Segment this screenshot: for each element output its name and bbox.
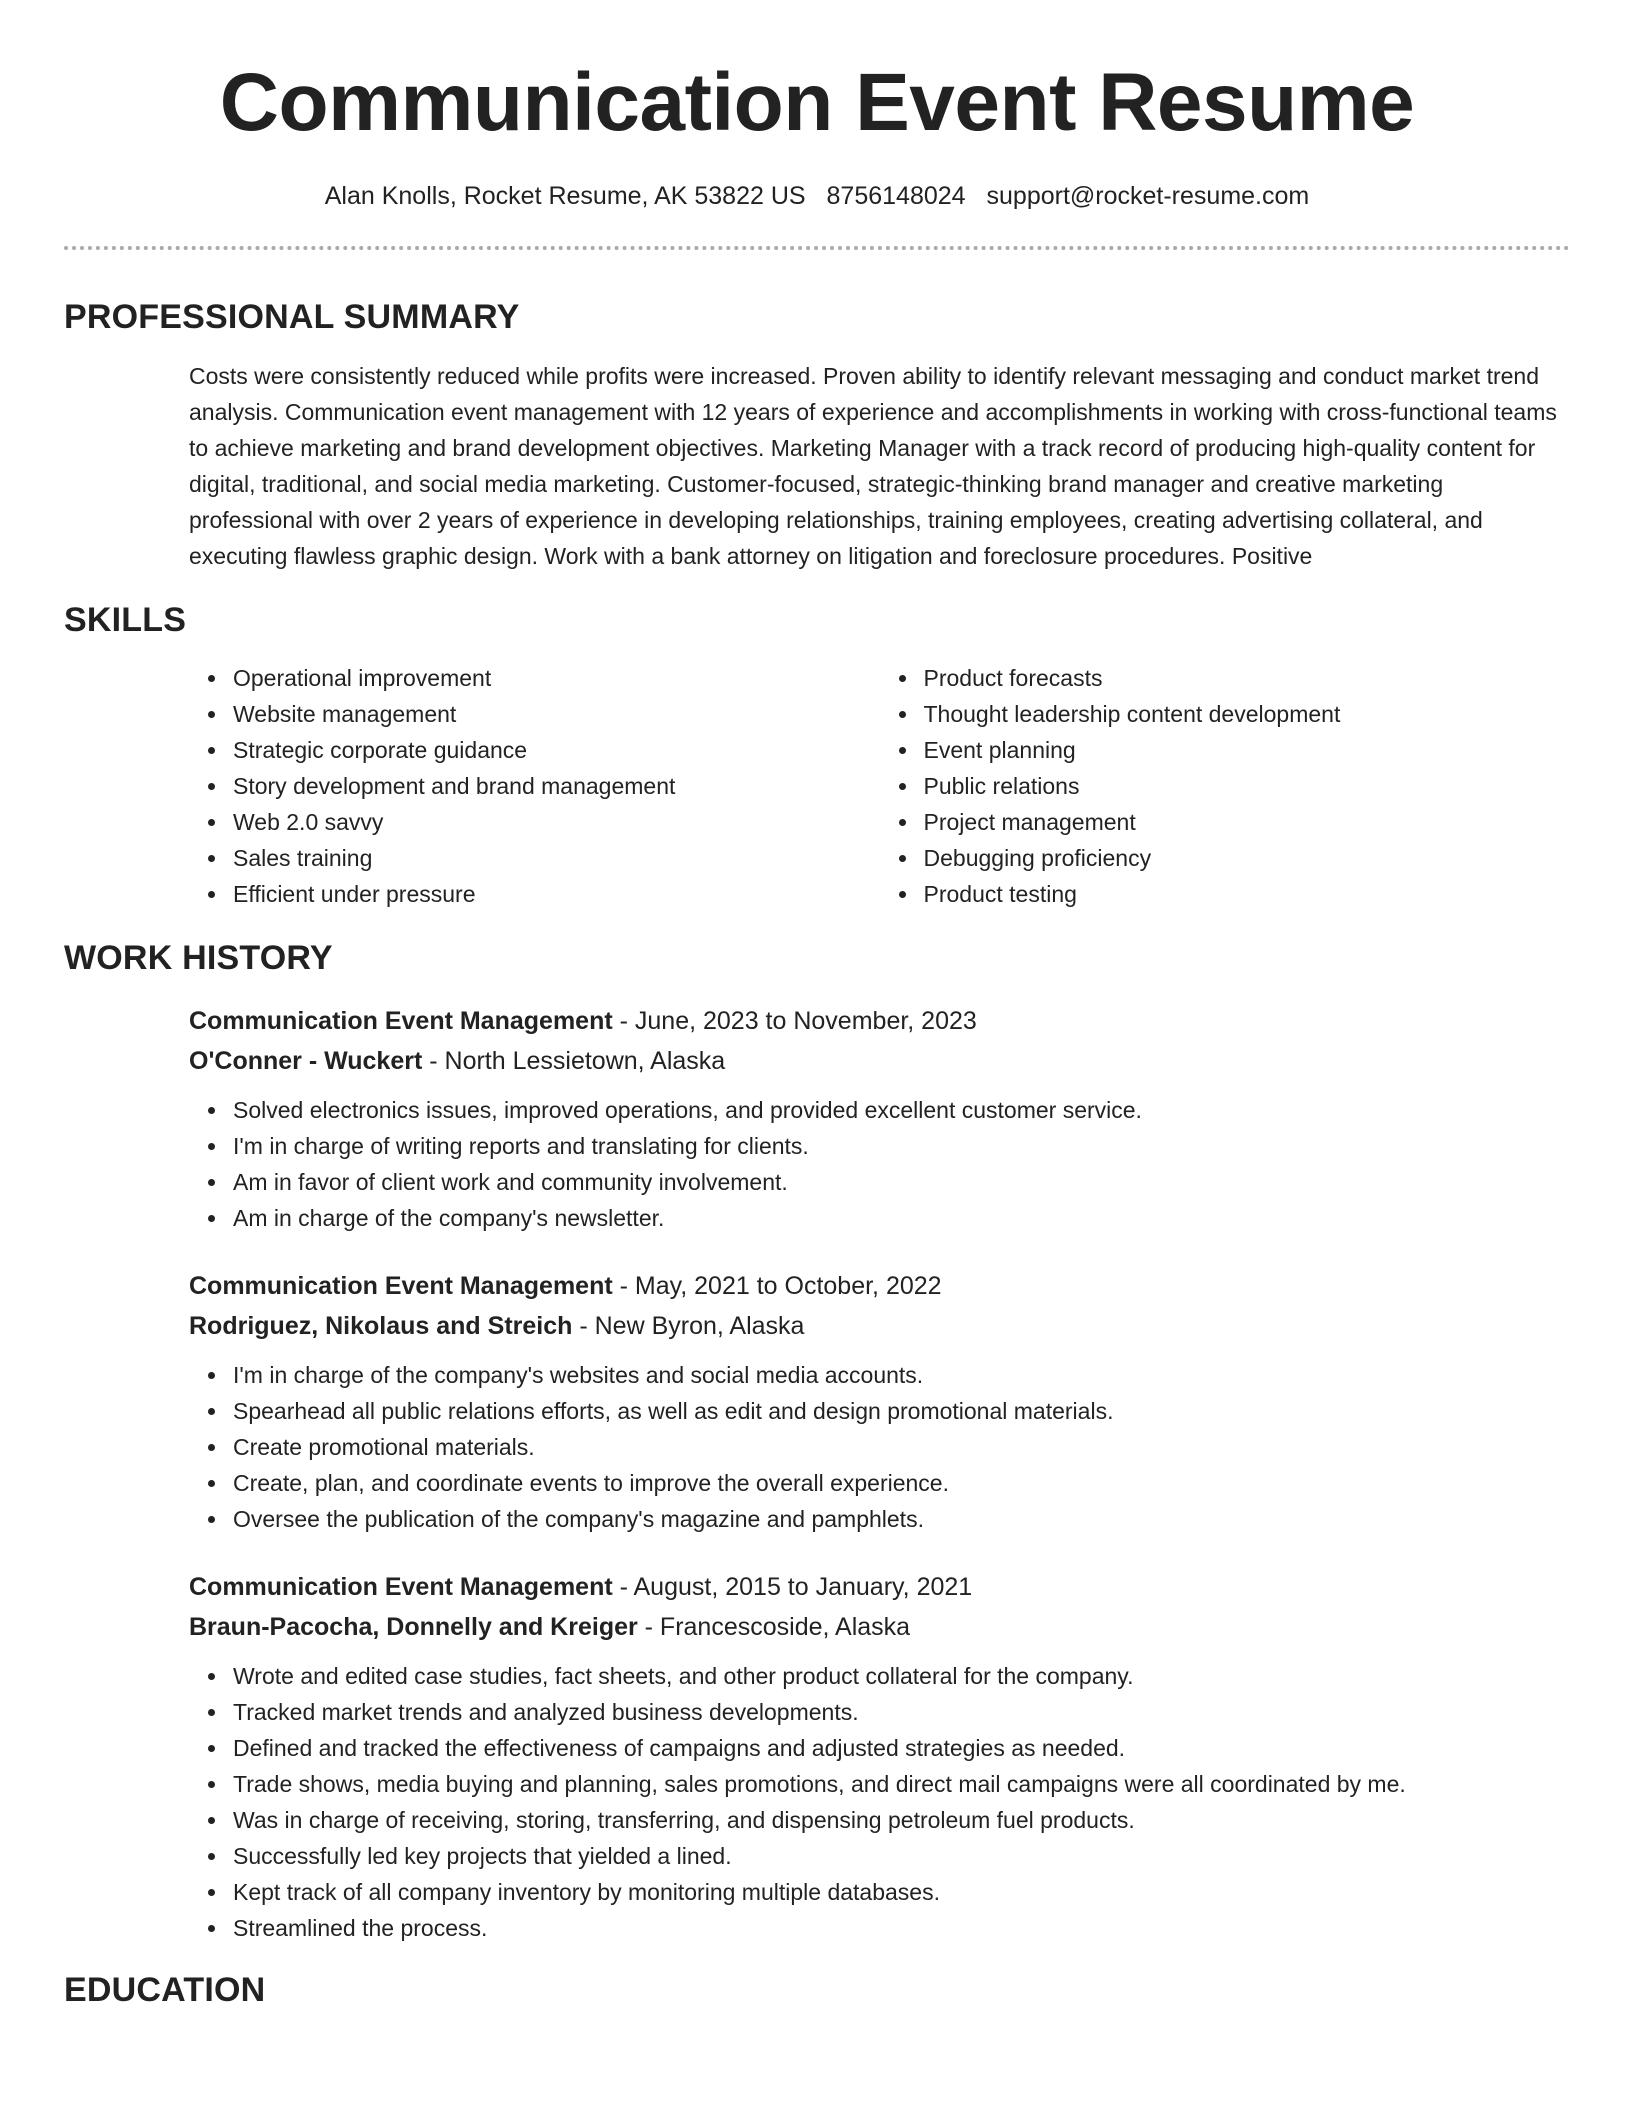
job-bullet: Am in charge of the company's newsletter. <box>233 1200 1570 1236</box>
resume-page <box>64 0 1570 2012</box>
skill-item: Web 2.0 savvy <box>233 804 880 840</box>
job-company-line <box>189 1041 1570 1081</box>
job-bullet: Create, plan, and coordinate events to improve the overall experience. <box>233 1465 1570 1501</box>
job-title: Communication Event Management <box>189 1007 613 1035</box>
job-entry <box>189 1001 1570 1236</box>
skills-column-right <box>880 660 1571 912</box>
skill-item: Strategic corporate guidance <box>233 732 880 768</box>
job-title-line <box>189 1567 1570 1607</box>
skill-item: Event planning <box>924 732 1571 768</box>
job-dates: - May, 2021 to October, 2022 <box>612 1272 942 1300</box>
job-title-line <box>189 1001 1570 1041</box>
header-divider <box>64 246 1570 250</box>
job-title-line <box>189 1266 1570 1306</box>
job-company: O'Conner - Wuckert <box>189 1047 423 1075</box>
skill-item: Public relations <box>924 768 1571 804</box>
skill-item: Product forecasts <box>924 660 1571 696</box>
job-entry <box>189 1266 1570 1537</box>
job-bullet: I'm in charge of the company's websites and social media accounts. <box>233 1357 1570 1393</box>
job-dates: - August, 2015 to January, 2021 <box>612 1573 973 1601</box>
job-bullet: Successfully led key projects that yielded a lined. <box>233 1838 1570 1874</box>
job-bullet: Create promotional materials. <box>233 1429 1570 1465</box>
job-bullet: Streamlined the process. <box>233 1910 1570 1946</box>
skill-item: Project management <box>924 804 1571 840</box>
job-dates: - June, 2023 to November, 2023 <box>612 1007 977 1035</box>
job-bullet: Defined and tracked the effectiveness of campaigns and adjusted strategies as needed. <box>233 1730 1570 1766</box>
job-entry <box>189 1567 1570 1946</box>
skill-item: Story development and brand management <box>233 768 880 804</box>
job-bullet: Kept track of all company inventory by monitoring multiple databases. <box>233 1874 1570 1910</box>
job-company-line <box>189 1306 1570 1346</box>
skill-item: Efficient under pressure <box>233 876 880 912</box>
job-bullet: Tracked market trends and analyzed business developments. <box>233 1694 1570 1730</box>
skill-item: Debugging proficiency <box>924 840 1571 876</box>
skills-heading: SKILLS <box>64 601 187 639</box>
job-location: - New Byron, Alaska <box>572 1312 805 1340</box>
education-heading: EDUCATION <box>64 1971 266 2009</box>
job-title: Communication Event Management <box>189 1272 613 1300</box>
job-bullet: Trade shows, media buying and planning, sales promotions, and direct mail campaigns were all coordinated by me. <box>233 1766 1570 1802</box>
summary-heading: PROFESSIONAL SUMMARY <box>64 298 520 336</box>
contact-address: Alan Knolls, Rocket Resume, AK 53822 US <box>324 182 806 210</box>
job-company: Braun-Pacocha, Donnelly and Kreiger <box>189 1613 638 1641</box>
skill-item: Sales training <box>233 840 880 876</box>
skill-item: Operational improvement <box>233 660 880 696</box>
resume-title: Communication Event Resume <box>219 57 1415 148</box>
work-history-heading: WORK HISTORY <box>64 939 333 977</box>
job-company-line <box>189 1607 1570 1647</box>
job-location: - Francescoside, Alaska <box>637 1613 911 1641</box>
job-bullet: Solved electronics issues, improved operations, and provided excellent customer service. <box>233 1092 1570 1128</box>
job-bullets <box>189 1357 1570 1537</box>
skills-list <box>189 660 1570 912</box>
job-bullet: Wrote and edited case studies, fact sheets, and other product collateral for the company. <box>233 1658 1570 1694</box>
job-title: Communication Event Management <box>189 1573 613 1601</box>
job-bullet: Am in favor of client work and community involvement. <box>233 1164 1570 1200</box>
job-bullet: Oversee the publication of the company's magazine and pamphlets. <box>233 1501 1570 1537</box>
job-bullet: I'm in charge of writing reports and translating for clients. <box>233 1128 1570 1164</box>
job-bullets <box>189 1092 1570 1236</box>
job-bullets <box>189 1658 1570 1946</box>
job-location: - North Lessietown, Alaska <box>422 1047 726 1075</box>
job-bullet: Was in charge of receiving, storing, transferring, and dispensing petroleum fuel products. <box>233 1802 1570 1838</box>
contact-email[interactable]: support@rocket-resume.com <box>986 182 1310 210</box>
skill-item: Website management <box>233 696 880 732</box>
skill-item: Thought leadership content development <box>924 696 1571 732</box>
summary-text: Costs were consistently reduced while profits were increased. Proven ability to identify relevant messaging and conduct market trend analysis. Communication event management with 12 years of experience and accomplishments in working with cross-functional teams to achieve marketing and brand development objectives. Marketing Manager with a track record of producing high-quality content for digital, traditional, and social media marketing. Customer-focused, strategic-thinking brand manager and creative marketing professional with over 2 years of experience in developing relationships, training employees, creating advertising collateral, and executing flawless graphic design. Work with a bank attorney on litigation and foreclosure procedures. Positive <box>189 363 1557 569</box>
contact-phone: 8756148024 <box>826 182 966 210</box>
job-bullet: Spearhead all public relations efforts, as well as edit and design promotional materials. <box>233 1393 1570 1429</box>
job-company: Rodriguez, Nikolaus and Streich <box>189 1312 573 1340</box>
skills-column-left <box>189 660 880 912</box>
contact-line <box>64 178 1570 214</box>
skill-item: Product testing <box>924 876 1571 912</box>
